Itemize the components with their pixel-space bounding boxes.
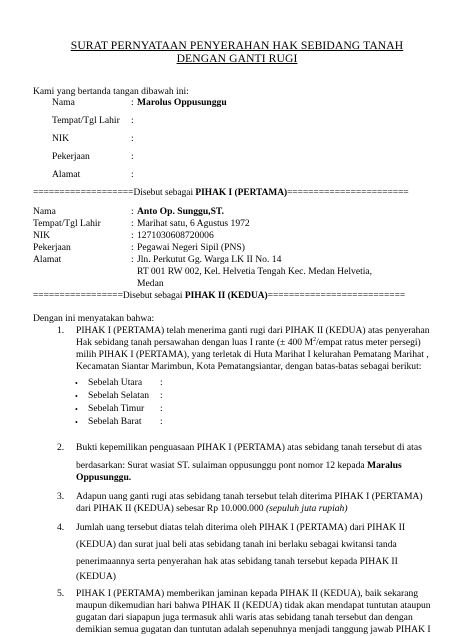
bullet-icon: •	[75, 379, 78, 388]
item-number: 1.	[57, 325, 65, 336]
colon: :	[131, 218, 134, 229]
colon: :	[131, 115, 134, 126]
document-title-line2: DENGAN GANTI RUGI	[176, 52, 298, 65]
item1-line3: milih PIHAK I (PERTAMA), yang terletak di Huta Marihat I kelurahan Pematang Marihat ,	[76, 349, 429, 360]
item5-line4: demikian semua gugatan dan tuntutan adalah sepenuhnya menjadi tanggung jawab PIHAK I	[76, 624, 431, 635]
party2-nik-label: NIK	[33, 230, 51, 241]
bullet-icon: •	[75, 418, 78, 427]
item-number: 4.	[57, 522, 65, 533]
colon: :	[131, 151, 134, 162]
item1-line1: PIHAK I (PERTAMA) telah menerima ganti rugi dari PIHAK II (KEDUA) atas penyerahan	[76, 325, 430, 336]
party2-address-cont1: RT 001 RW 002, Kel. Helvetia Tengah Kec. Medan Helvetia,	[137, 266, 373, 277]
colon: :	[160, 416, 163, 427]
party2-address-value: Jln. Perkutut Gg. Warga LK II No. 14	[137, 254, 282, 265]
colon: :	[160, 403, 163, 414]
colon: :	[131, 169, 134, 180]
colon: :	[131, 254, 134, 265]
party2-name-value: Anto Op. Sunggu,ST.	[137, 206, 225, 217]
party1-birth-label: Tempat/Tgl Lahir	[52, 115, 120, 126]
party2-name-label: Nama	[33, 206, 56, 217]
party2-separator: =================Disebut sebagai PIHAK II (KEDUA)==========================	[33, 291, 406, 301]
item-number: 2.	[57, 442, 65, 453]
colon: :	[131, 133, 134, 144]
party1-address-label: Alamat	[52, 169, 81, 180]
bullet-icon: •	[75, 392, 78, 401]
item2-line3: Oppusunggu.	[76, 472, 132, 483]
party2-address-cont2: Medan	[137, 278, 164, 289]
border-label-east: Sebelah Timur	[88, 403, 145, 414]
colon: :	[131, 97, 134, 108]
party2-birth-label: Tempat/Tgl Lahir	[33, 218, 101, 229]
item5-line1: PIHAK I (PERTAMA) memberikan jaminan kepada PIHAK II (KEDUA), baik sekarang	[76, 588, 419, 599]
colon: :	[131, 230, 134, 241]
colon: :	[160, 390, 163, 401]
item3-line2: dari PIHAK II (KEDUA) sebesar Rp 10.000.000 (sepuluh juta rupiah)	[76, 503, 348, 514]
item1-line2: Hak sebidang tanah persawahan dengan luas I rante (± 400 $M^2$/empat ratus meter persegi)	[76, 336, 421, 348]
border-label-south: Sebelah Selatan	[88, 390, 150, 401]
border-label-north: Sebelah Utara	[88, 377, 143, 388]
party2-job-value: Pegawai Negeri Sipil (PNS)	[137, 242, 245, 253]
party2-job-label: Pekerjaan	[33, 242, 71, 253]
party2-nik-value: 1271030608720006	[137, 230, 214, 241]
item4-line2: (KEDUA) dan surat jual beli atas sebidang tanah ini berlaku sebagai kwitansi tanda	[76, 539, 397, 550]
party1-name-label: Nama	[52, 97, 75, 108]
item-number: 5.	[57, 588, 65, 599]
party1-nik-label: NIK	[52, 133, 70, 144]
bullet-icon: •	[75, 405, 78, 414]
colon: :	[160, 377, 163, 388]
item4-line3: penerimaannya serta penyerahan hak atas sebidang tanah tersebut kepada PIHAK II	[76, 556, 398, 567]
item5-line2: maupun dikemudian hari bahwa PIHAK II (KEDUA) tidak akan mendapat tuntutan ataupun	[76, 600, 431, 611]
item2-line1: Bukti kepemilikan penguasaan PIHAK I (PERTAMA) atas sebidang tanah tersebut di atas	[76, 442, 422, 453]
party2-birth-value: Marihat satu, 6 Agustus 1972	[137, 218, 250, 229]
item-number: 3.	[57, 491, 65, 502]
item1-line4: Kecamatan Siantar Marimbun, Kota Pematangsiantar, dengan batas-batas sebagai berikut:	[76, 361, 422, 372]
item4-line1: Jumlah uang tersebut diatas telah diterima oleh PIHAK I (PERTAMA) dari PIHAK II	[76, 522, 406, 533]
party1-job-label: Pekerjaan	[52, 151, 90, 162]
colon: :	[131, 242, 134, 253]
border-label-west: Sebelah Barat	[88, 416, 142, 427]
colon: :	[131, 206, 134, 217]
party2-address-label: Alamat	[33, 254, 62, 265]
item4-line4: (KEDUA)	[76, 571, 116, 582]
intro-text: Kami yang bertanda tangan dibawah ini:	[33, 86, 189, 97]
item2-line2: berdasarkan: Surat wasiat ST. sulaiman oppusunggu pont nomor 12 kepada Maralus	[76, 460, 402, 471]
statement-intro: Dengan ini menyatakan bahwa:	[33, 313, 155, 324]
item5-line3: gugatan dari siapapun juga termasuk ahli waris atas sebidang tanah tersebut dan dengan	[76, 612, 413, 623]
item3-line1: Adapun uang ganti rugi atas sebidang tanah tersebut telah diterima PIHAK I (PERTAMA)	[76, 491, 423, 502]
party1-separator: ===================Disebut sebagai PIHAK I (PERTAMA)=======================	[33, 188, 409, 198]
document-title-line1: SURAT PERNYATAAN PENYERAHAN HAK SEBIDANG TANAH	[70, 39, 404, 52]
party1-name-value: Marolus Oppusunggu	[137, 97, 227, 108]
